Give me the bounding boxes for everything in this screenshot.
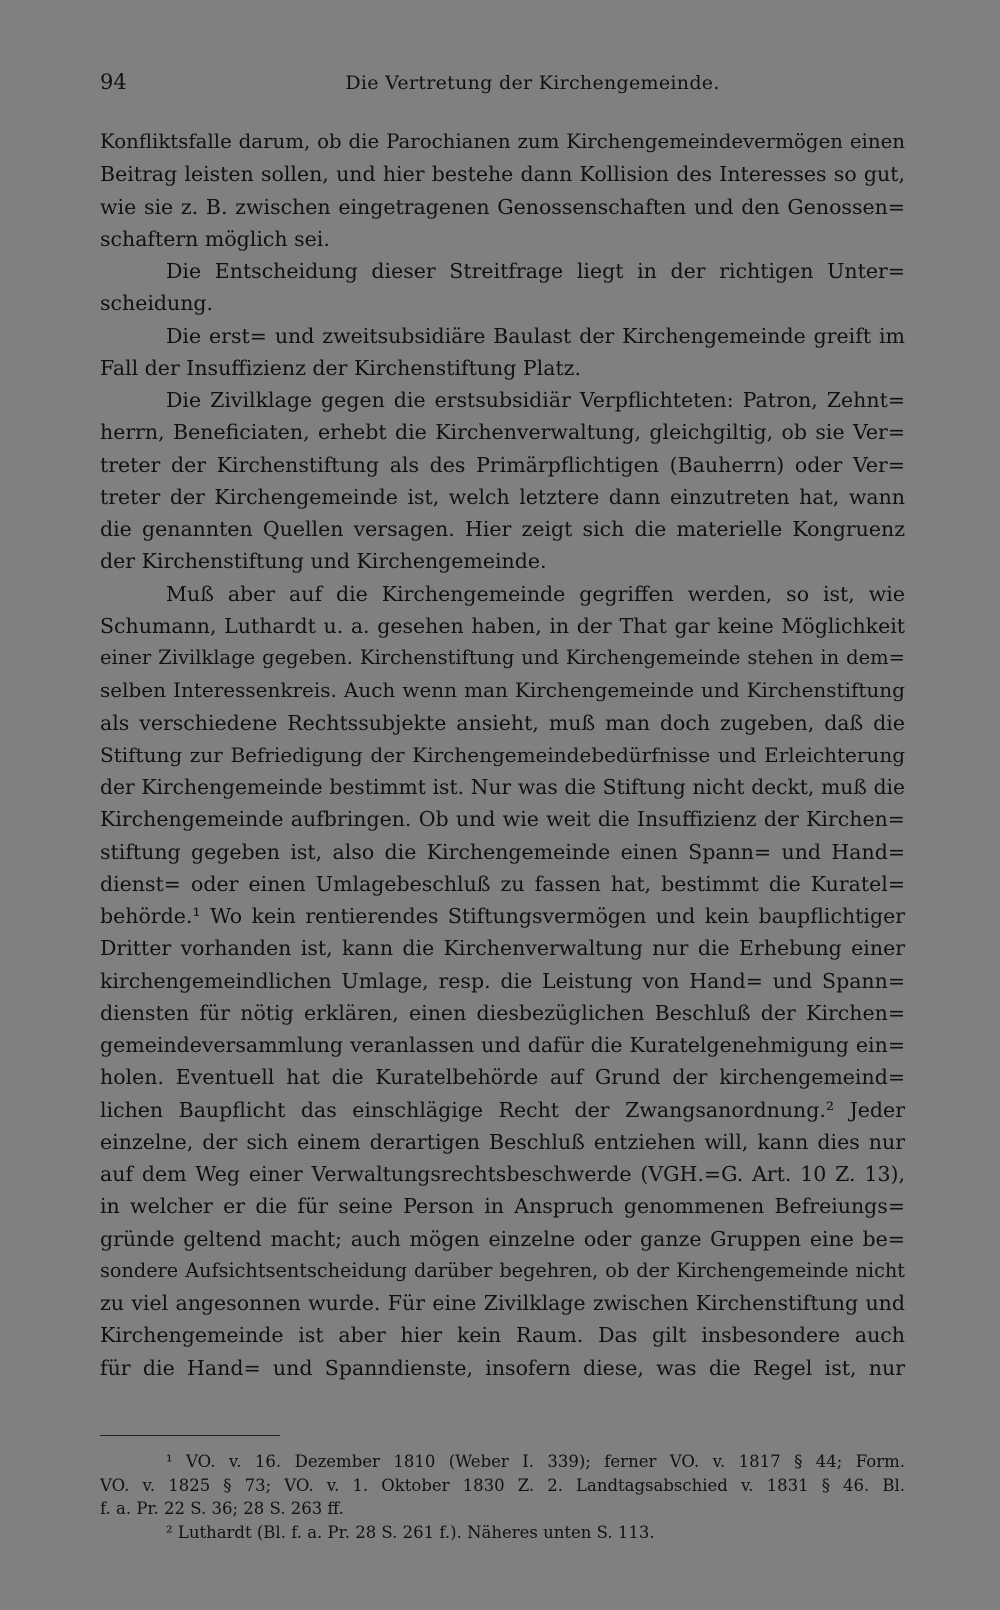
text-line: Dritter vorhanden ist, kann die Kirchenverwaltung nur die Erhebung einer [100,936,905,961]
text-line: der Kirchengemeinde bestimmt ist. Nur was die Stiftung nicht deckt, muß die [100,775,905,799]
text-line: diensten für nötig erklären, einen diesbezüglichen Beschluß der Kirchen= [100,1000,905,1025]
text-line: zu viel angesonnen wurde. Für eine Zivilklage zwischen Kirchenstiftung und [100,1291,905,1315]
footnotes [100,1450,905,1544]
text-line: Beitrag leisten sollen, und hier bestehe dann Kollision des Interesses so gut, [100,162,905,187]
text-line: wie sie z. B. zwischen eingetragenen Genossenschaften und den Genossen= [100,194,905,219]
text-line: einer Zivilklage gegeben. Kirchenstiftung und Kirchengemeinde stehen in dem= [100,646,905,669]
footnote-line: f. a. Pr. 22 S. 36; 28 S. 263 ff. [100,1499,344,1518]
text-line: Stiftung zur Befriedigung der Kirchengemeindebedürfnisse und Erleichterung [100,742,905,767]
text-line: Konfliktsfalle darum, ob die Parochianen zum Kirchengemeindevermögen einen [100,130,905,153]
text-line: in welcher er die für seine Person in Anspruch genommenen Befreiungs= [100,1194,905,1219]
page-header [100,70,905,104]
text-line: die genannten Quellen versagen. Hier zeigt sich die materielle Kongruenz [100,517,905,541]
text-line: treter der Kirchengemeinde ist, welch letztere dann einzutreten hat, wann [100,484,905,509]
text-line: gründe geltend macht; auch mögen einzelne oder ganze Gruppen eine be= [100,1226,905,1251]
text-line: Kirchengemeinde ist aber hier kein Raum. Das gilt insbesondere auch [100,1323,905,1348]
text-line: sondere Aufsichtsentscheidung darüber begehren, ob der Kirchengemeinde nicht [100,1258,905,1282]
text-line: Die erst= und zweitsubsidiäre Baulast der Kirchengemeinde greift im [166,323,905,348]
text-line: für die Hand= und Spanndienste, insofern diese, was die Regel ist, nur [100,1355,905,1380]
text-line: schaftern möglich sei. [100,226,330,251]
text-line: scheidung. [100,291,214,316]
text-line: auf dem Weg einer Verwaltungsrechtsbeschwerde (VGH.=G. Art. 10 Z. 13), [100,1162,905,1186]
text-line: einzelne, der sich einem derartigen Beschluß entziehen will, kann dies nur [100,1129,905,1154]
footnote-line: ¹ VO. v. 16. Dezember 1810 (Weber I. 339); ferner VO. v. 1817 § 44; Form. [166,1452,905,1471]
footnote-line: ² Luthardt (Bl. f. a. Pr. 28 S. 261 f.). Näheres unten S. 113. [166,1522,655,1542]
text-line: selben Interessenkreis. Auch wenn man Kirchengemeinde und Kirchenstiftung [100,678,905,703]
text-line: holen. Eventuell hat die Kuratelbehörde auf Grund der kirchengemeind= [100,1065,905,1090]
page-number: 94 [100,70,127,94]
text-line: dienst= oder einen Umlagebeschluß zu fassen hat, bestimmt die Kuratel= [100,871,905,896]
text-line: Kirchengemeinde aufbringen. Ob und wie weit die Insuffizienz der Kirchen= [100,807,905,832]
text-line: kirchengemeindlichen Umlage, resp. die Leistung von Hand= und Spann= [100,968,905,993]
footnote-divider [100,1435,280,1436]
text-line: Muß aber auf die Kirchengemeinde gegriffen werden, so ist, wie [166,581,905,606]
text-line: der Kirchenstiftung und Kirchengemeinde. [100,549,547,574]
text-line: herrn, Beneficiaten, erhebt die Kirchenverwaltung, gleichgiltig, ob sie Ver= [100,420,905,445]
text-line: treter der Kirchenstiftung als des Primärpflichtigen (Bauherrn) oder Ver= [100,452,905,477]
text-line: gemeindeversammlung veranlassen und dafür die Kuratelgenehmigung ein= [100,1033,905,1057]
text-line: als verschiedene Rechtssubjekte ansieht, muß man doch zugeben, daß die [100,710,905,735]
text-line: behörde.¹ Wo kein rentierendes Stiftungsvermögen und kein baupflichtiger [100,904,905,928]
footnote-line: VO. v. 1825 § 73; VO. v. 1. Oktober 1830 Z. 2. Landtagsabschied v. 1831 § 46. Bl. [100,1475,905,1495]
body-text [100,126,905,1384]
text-line: lichen Baupflicht das einschlägige Recht der Zwangsanordnung.² Jeder [100,1097,905,1122]
running-head: Die Vertretung der Kirchengemeinde. [345,72,720,94]
text-line: Die Zivilklage gegen die erstsubsidiär Verpflichteten: Patron, Zehnt= [166,388,905,412]
text-line: Fall der Insuffizienz der Kirchenstiftung Platz. [100,355,581,380]
text-line: Die Entscheidung dieser Streitfrage liegt in der richtigen Unter= [166,259,905,283]
text-line: Schumann, Luthardt u. a. gesehen haben, in der That gar keine Möglichkeit [100,613,905,638]
text-line: stiftung gegeben ist, also die Kirchengemeinde einen Spann= und Hand= [100,839,905,864]
